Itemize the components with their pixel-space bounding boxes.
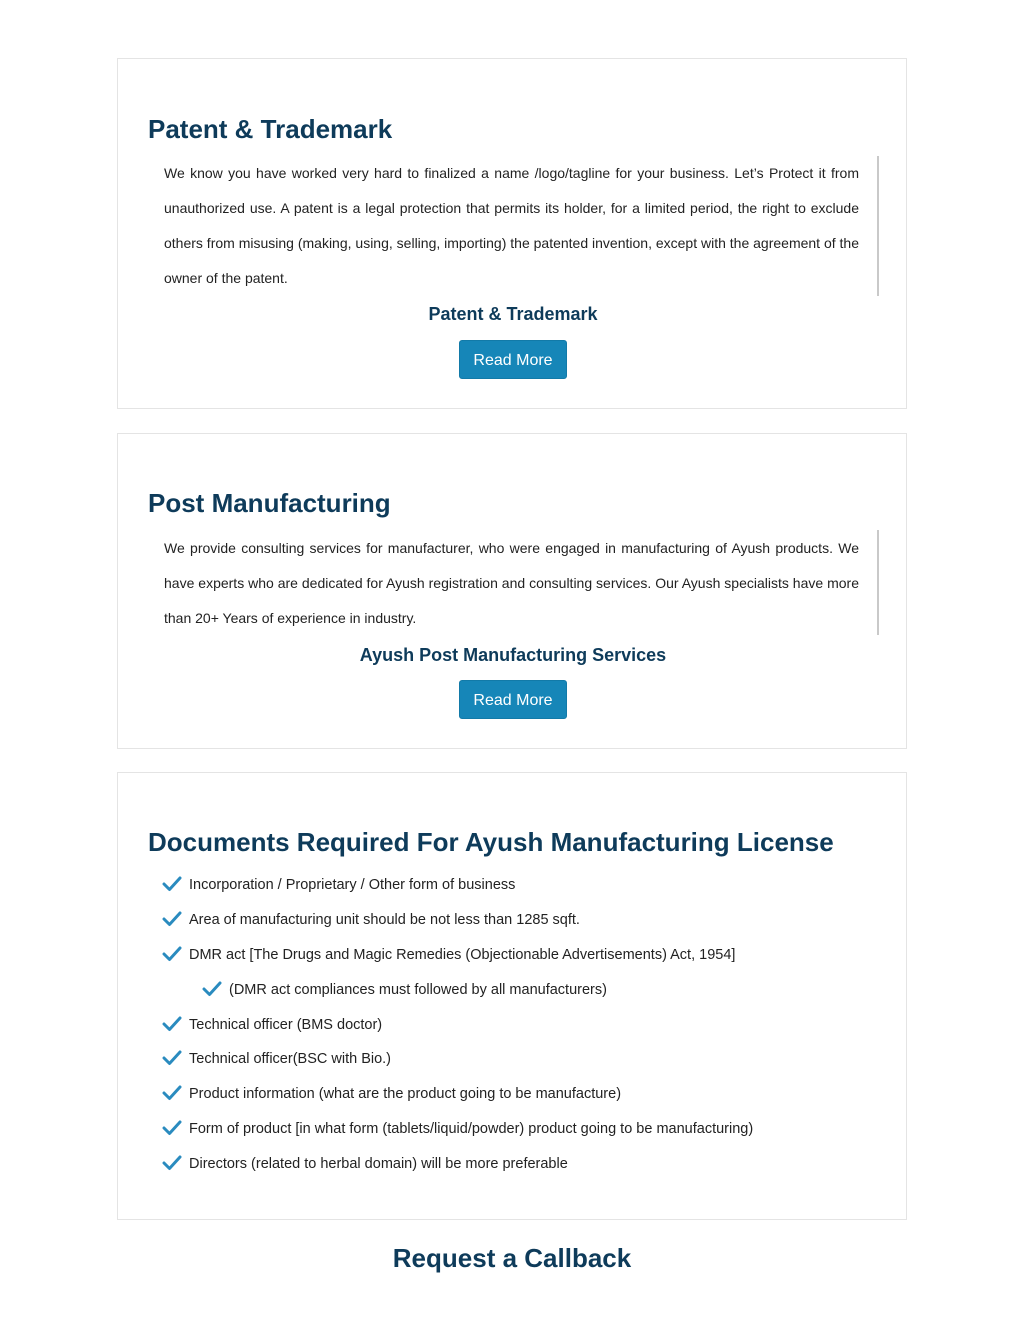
check-icon — [202, 980, 222, 998]
check-icon — [162, 1015, 182, 1033]
check-icon — [162, 945, 182, 963]
list-item-text: Incorporation / Proprietary / Other form of business — [189, 877, 516, 893]
patent-trademark-card — [117, 58, 907, 409]
patent-trademark-subtitle: Patent & Trademark — [428, 304, 598, 324]
patent-trademark-title: Patent & Trademark — [148, 114, 393, 144]
check-icon — [162, 910, 182, 928]
list-item-text: Form of product [in what form (tablets/liquid/powder) product going to be manufacturing) — [189, 1121, 754, 1137]
list-item-text: Area of manufacturing unit should be not less than 1285 sqft. — [189, 912, 580, 928]
documents-required-card — [117, 772, 907, 1220]
documents-required-title: Documents Required For Ayush Manufacturing License — [148, 827, 834, 857]
list-item-text: Product information (what are the product going to be manufacture) — [189, 1086, 622, 1102]
post-manufacturing-description: We provide consulting services for manufacturer, who were engaged in manufacturing of Ayush products. We have experts who are dedicated for Ayush registration and consulting services. Our Ayush specialists have more than 20+ Years of experience in industry. — [164, 540, 859, 626]
description-divider — [877, 156, 879, 296]
check-icon — [162, 1154, 182, 1172]
list-item-text: (DMR act compliances must followed by all manufacturers) — [229, 982, 607, 998]
request-callback-title: Request a Callback — [392, 1243, 632, 1273]
description-divider — [877, 530, 879, 635]
list-item-text: Directors (related to herbal domain) will be more preferable — [189, 1156, 568, 1172]
check-icon — [162, 1084, 182, 1102]
check-icon — [162, 1119, 182, 1137]
check-icon — [162, 875, 182, 893]
post-manufacturing-card — [117, 433, 907, 749]
check-icon — [162, 1049, 182, 1067]
post-manufacturing-subtitle: Ayush Post Manufacturing Services — [359, 645, 667, 665]
patent-trademark-description: We know you have worked very hard to finalized a name /logo/tagline for your business. Let’s Protect it from unauthorized use. A patent is a legal protection that permits its holder, for a limited period, the right to exclude others from misusing (making, using, selling, importing) the patented invention, except with the agreement of the owner of the patent. — [164, 165, 859, 286]
patent-read-more-button[interactable]: Read More — [459, 340, 567, 379]
post-manufacturing-title: Post Manufacturing — [148, 488, 391, 518]
list-item-text: Technical officer(BSC with Bio.) — [189, 1051, 392, 1067]
list-item-text: Technical officer (BMS doctor) — [189, 1017, 383, 1033]
post-manufacturing-read-more-button[interactable]: Read More — [459, 680, 567, 719]
list-item-text: DMR act [The Drugs and Magic Remedies (Objectionable Advertisements) Act, 1954] — [189, 947, 736, 963]
